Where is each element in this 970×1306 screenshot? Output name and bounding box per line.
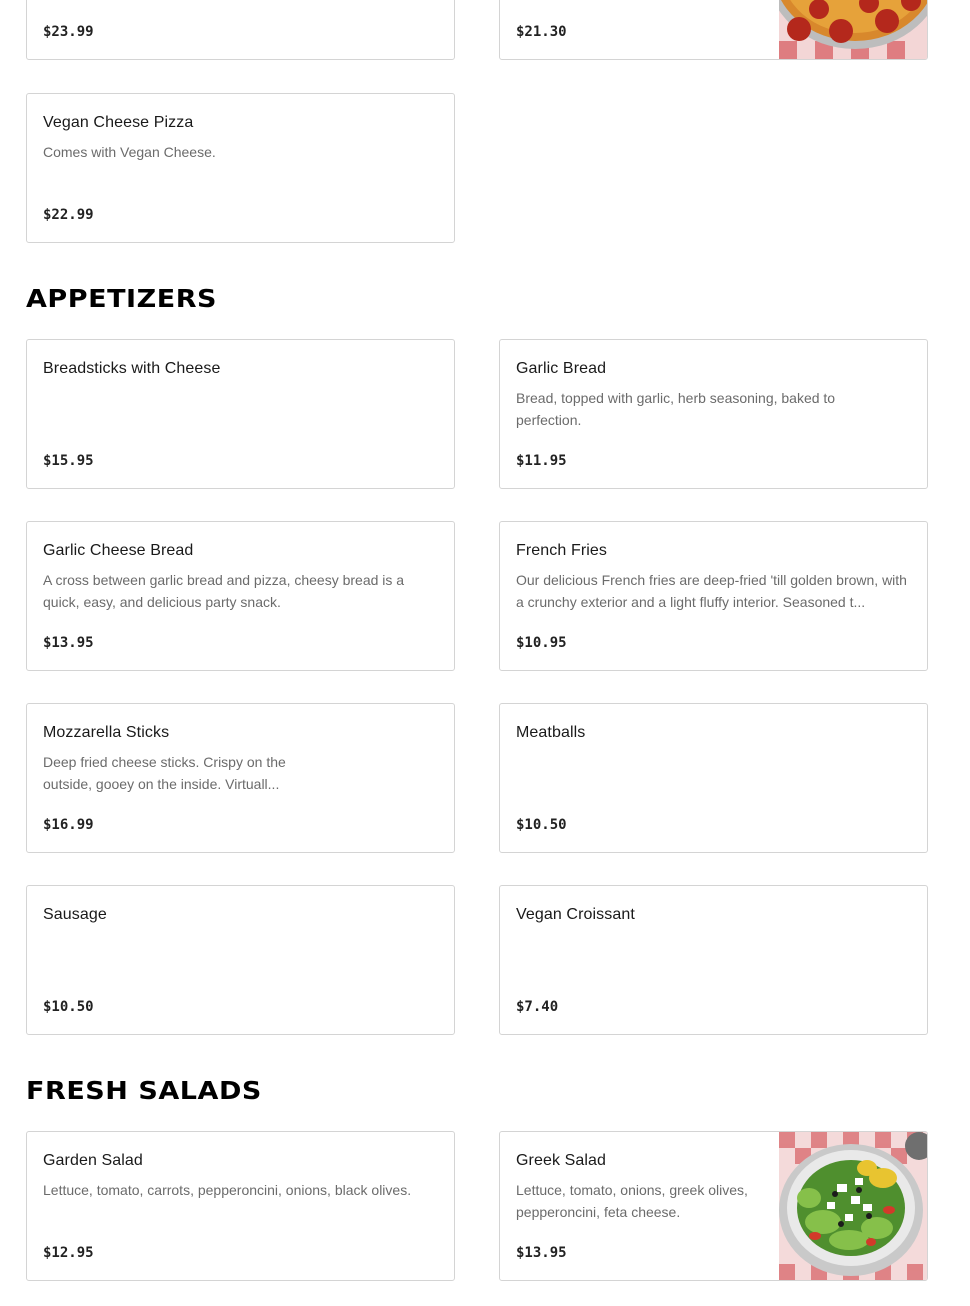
item-price: $15.95 xyxy=(43,453,94,469)
item-price: $13.95 xyxy=(43,635,94,651)
item-description: Bread, topped with garlic, herb seasoning, baked to perfection. xyxy=(516,390,836,428)
menu-item-card[interactable] xyxy=(26,521,455,671)
item-name: Sausage xyxy=(43,906,107,923)
item-name: Meatballs xyxy=(516,724,586,741)
pepperoni-pizza-image xyxy=(779,0,927,59)
item-name: Garlic Cheese Bread xyxy=(43,542,194,559)
item-description: A cross between garlic bread and pizza, cheesy bread is a quick, easy, and delicious party snack. xyxy=(43,572,405,610)
menu-item-card[interactable] xyxy=(499,885,928,1035)
menu-item-card[interactable] xyxy=(499,703,928,853)
item-price: $10.95 xyxy=(516,635,567,651)
item-price: $11.95 xyxy=(516,453,567,469)
item-description: Comes with Vegan Cheese. xyxy=(43,144,216,160)
greek-salad-image xyxy=(779,1132,927,1280)
menu-item-card[interactable] xyxy=(26,1131,455,1281)
menu-item-card[interactable] xyxy=(499,1131,928,1281)
menu-item-card[interactable] xyxy=(26,339,455,489)
item-name: Mozzarella Sticks xyxy=(43,724,170,741)
item-price: $16.99 xyxy=(43,817,94,833)
menu-item-card[interactable] xyxy=(26,93,455,243)
item-description: Lettuce, tomato, onions, greek olives, pepperoncini, feta cheese. xyxy=(516,1182,748,1220)
menu-item-card[interactable] xyxy=(499,339,928,489)
item-name: Vegan Croissant xyxy=(516,906,635,923)
menu-item-card[interactable] xyxy=(26,885,455,1035)
item-name: French Fries xyxy=(516,542,607,559)
item-name: Greek Salad xyxy=(516,1152,607,1169)
menu-item-card[interactable] xyxy=(499,521,928,671)
item-price: $13.95 xyxy=(516,1245,567,1261)
item-description: Lettuce, tomato, carrots, pepperoncini, onions, black olives. xyxy=(43,1182,412,1198)
item-price: $22.99 xyxy=(43,207,94,223)
section-title-appetizers: APPETIZERS xyxy=(26,284,218,313)
item-price: $21.30 xyxy=(516,24,567,40)
item-name: Garden Salad xyxy=(43,1152,143,1169)
item-name: Breadsticks with Cheese xyxy=(43,360,221,377)
item-description: Our delicious French fries are deep-fried 'till golden brown, with a crunchy exterior and a light fluffy interior. Seasoned t... xyxy=(516,572,907,610)
menu-item-card[interactable] xyxy=(499,0,928,60)
item-price: $12.95 xyxy=(43,1245,94,1261)
item-price: $23.99 xyxy=(43,24,94,40)
item-description: Deep fried cheese sticks. Crispy on the outside, gooey on the inside. Virtuall... xyxy=(43,754,286,792)
section-title-fresh-salads: FRESH SALADS xyxy=(26,1076,262,1105)
item-name: Vegan Cheese Pizza xyxy=(43,114,194,131)
item-price: $10.50 xyxy=(516,817,567,833)
item-price: $7.40 xyxy=(516,999,559,1015)
item-price: $10.50 xyxy=(43,999,94,1015)
menu-item-card[interactable] xyxy=(26,0,455,60)
item-name: Garlic Bread xyxy=(516,360,607,377)
menu-item-card[interactable] xyxy=(26,703,455,853)
